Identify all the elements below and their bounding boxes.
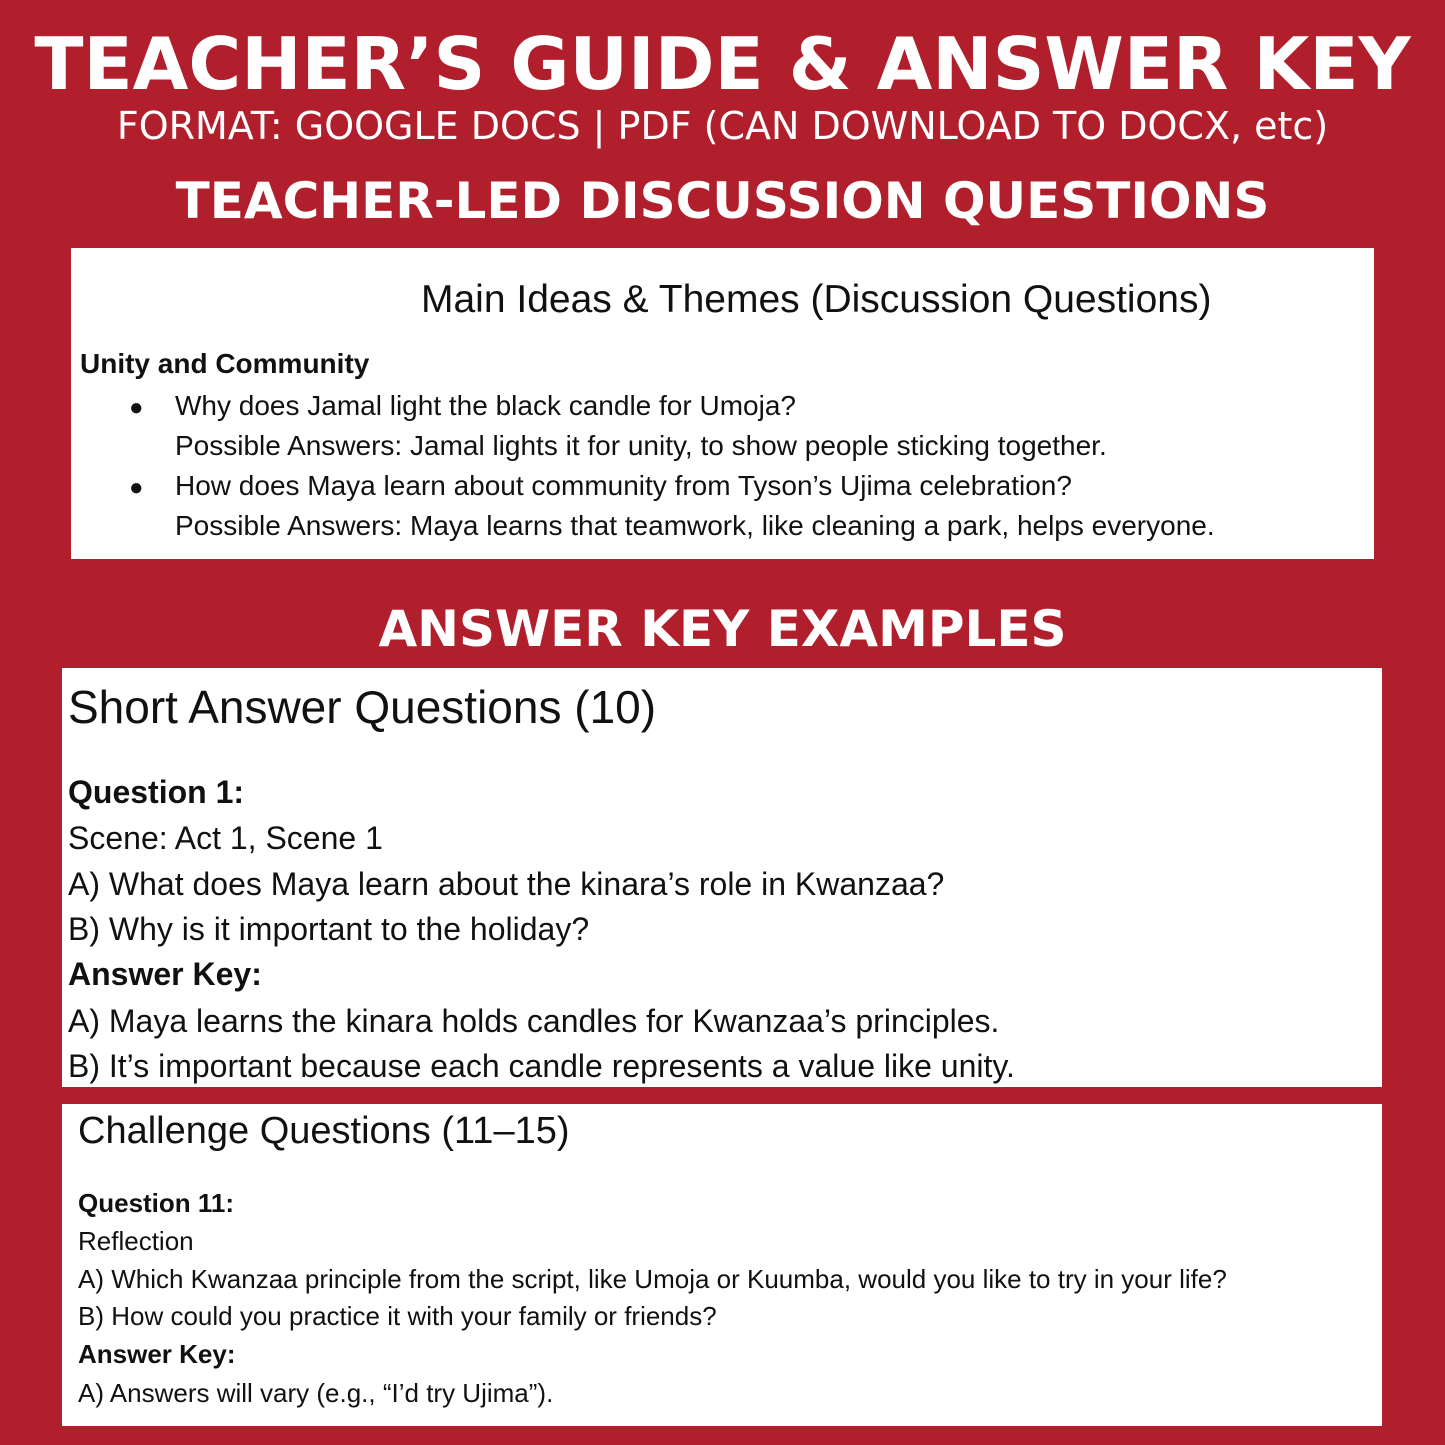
challenge-type: Reflection: [78, 1226, 194, 1256]
discussion-question-1: Why does Jamal light the black candle for Umoja?: [175, 390, 796, 421]
discussion-panel: [71, 248, 1374, 559]
short-part-a: A) What does Maya learn about the kinara’s role in Kwanzaa?: [68, 866, 945, 902]
short-question-label: Question 1:: [68, 774, 245, 810]
short-answer-title: Short Answer Questions (10): [68, 681, 657, 733]
challenge-question-label: Question 11:: [78, 1188, 235, 1218]
discussion-answer-2: Possible Answers: Maya learns that teamwork, like cleaning a park, helps everyone.: [175, 510, 1215, 541]
discussion-section-heading: TEACHER-LED DISCUSSION QUESTIONS: [175, 172, 1270, 230]
short-answer-panel: [62, 668, 1382, 1087]
short-answer-b: B) It’s important because each candle represents a value like unity.: [68, 1048, 1015, 1084]
bullet-icon: ●: [129, 394, 144, 421]
discussion-question-2: How does Maya learn about community from Tyson’s Ujima celebration?: [175, 470, 1072, 501]
short-scene: Scene: Act 1, Scene 1: [68, 820, 383, 856]
format-line: FORMAT: GOOGLE DOCS | PDF (CAN DOWNLOAD TO DOCX, etc): [116, 104, 1329, 148]
challenge-part-b: B) How could you practice it with your family or friends?: [78, 1301, 717, 1331]
short-part-b: B) Why is it important to the holiday?: [68, 911, 590, 947]
main-title: TEACHER’S GUIDE & ANSWER KEY: [34, 22, 1411, 106]
short-answer-a: A) Maya learns the kinara holds candles for Kwanzaa’s principles.: [68, 1003, 1000, 1039]
short-answer-label: Answer Key:: [68, 956, 262, 992]
challenge-answer-a: A) Answers will vary (e.g., “I’d try Ujima”).: [78, 1378, 554, 1408]
discussion-answer-1: Possible Answers: Jamal lights it for unity, to show people sticking together.: [175, 430, 1107, 461]
answer-key-section-heading: ANSWER KEY EXAMPLES: [378, 600, 1067, 658]
discussion-title: Main Ideas & Themes (Discussion Questions): [421, 278, 1212, 321]
challenge-title: Challenge Questions (11–15): [78, 1110, 570, 1152]
challenge-answer-label: Answer Key:: [78, 1339, 236, 1369]
bullet-icon: ●: [129, 474, 144, 501]
challenge-part-a: A) Which Kwanzaa principle from the script, like Umoja or Kuumba, would you like to try in your life?: [78, 1264, 1227, 1294]
challenge-panel: [62, 1104, 1382, 1426]
discussion-subheading: Unity and Community: [80, 348, 370, 379]
